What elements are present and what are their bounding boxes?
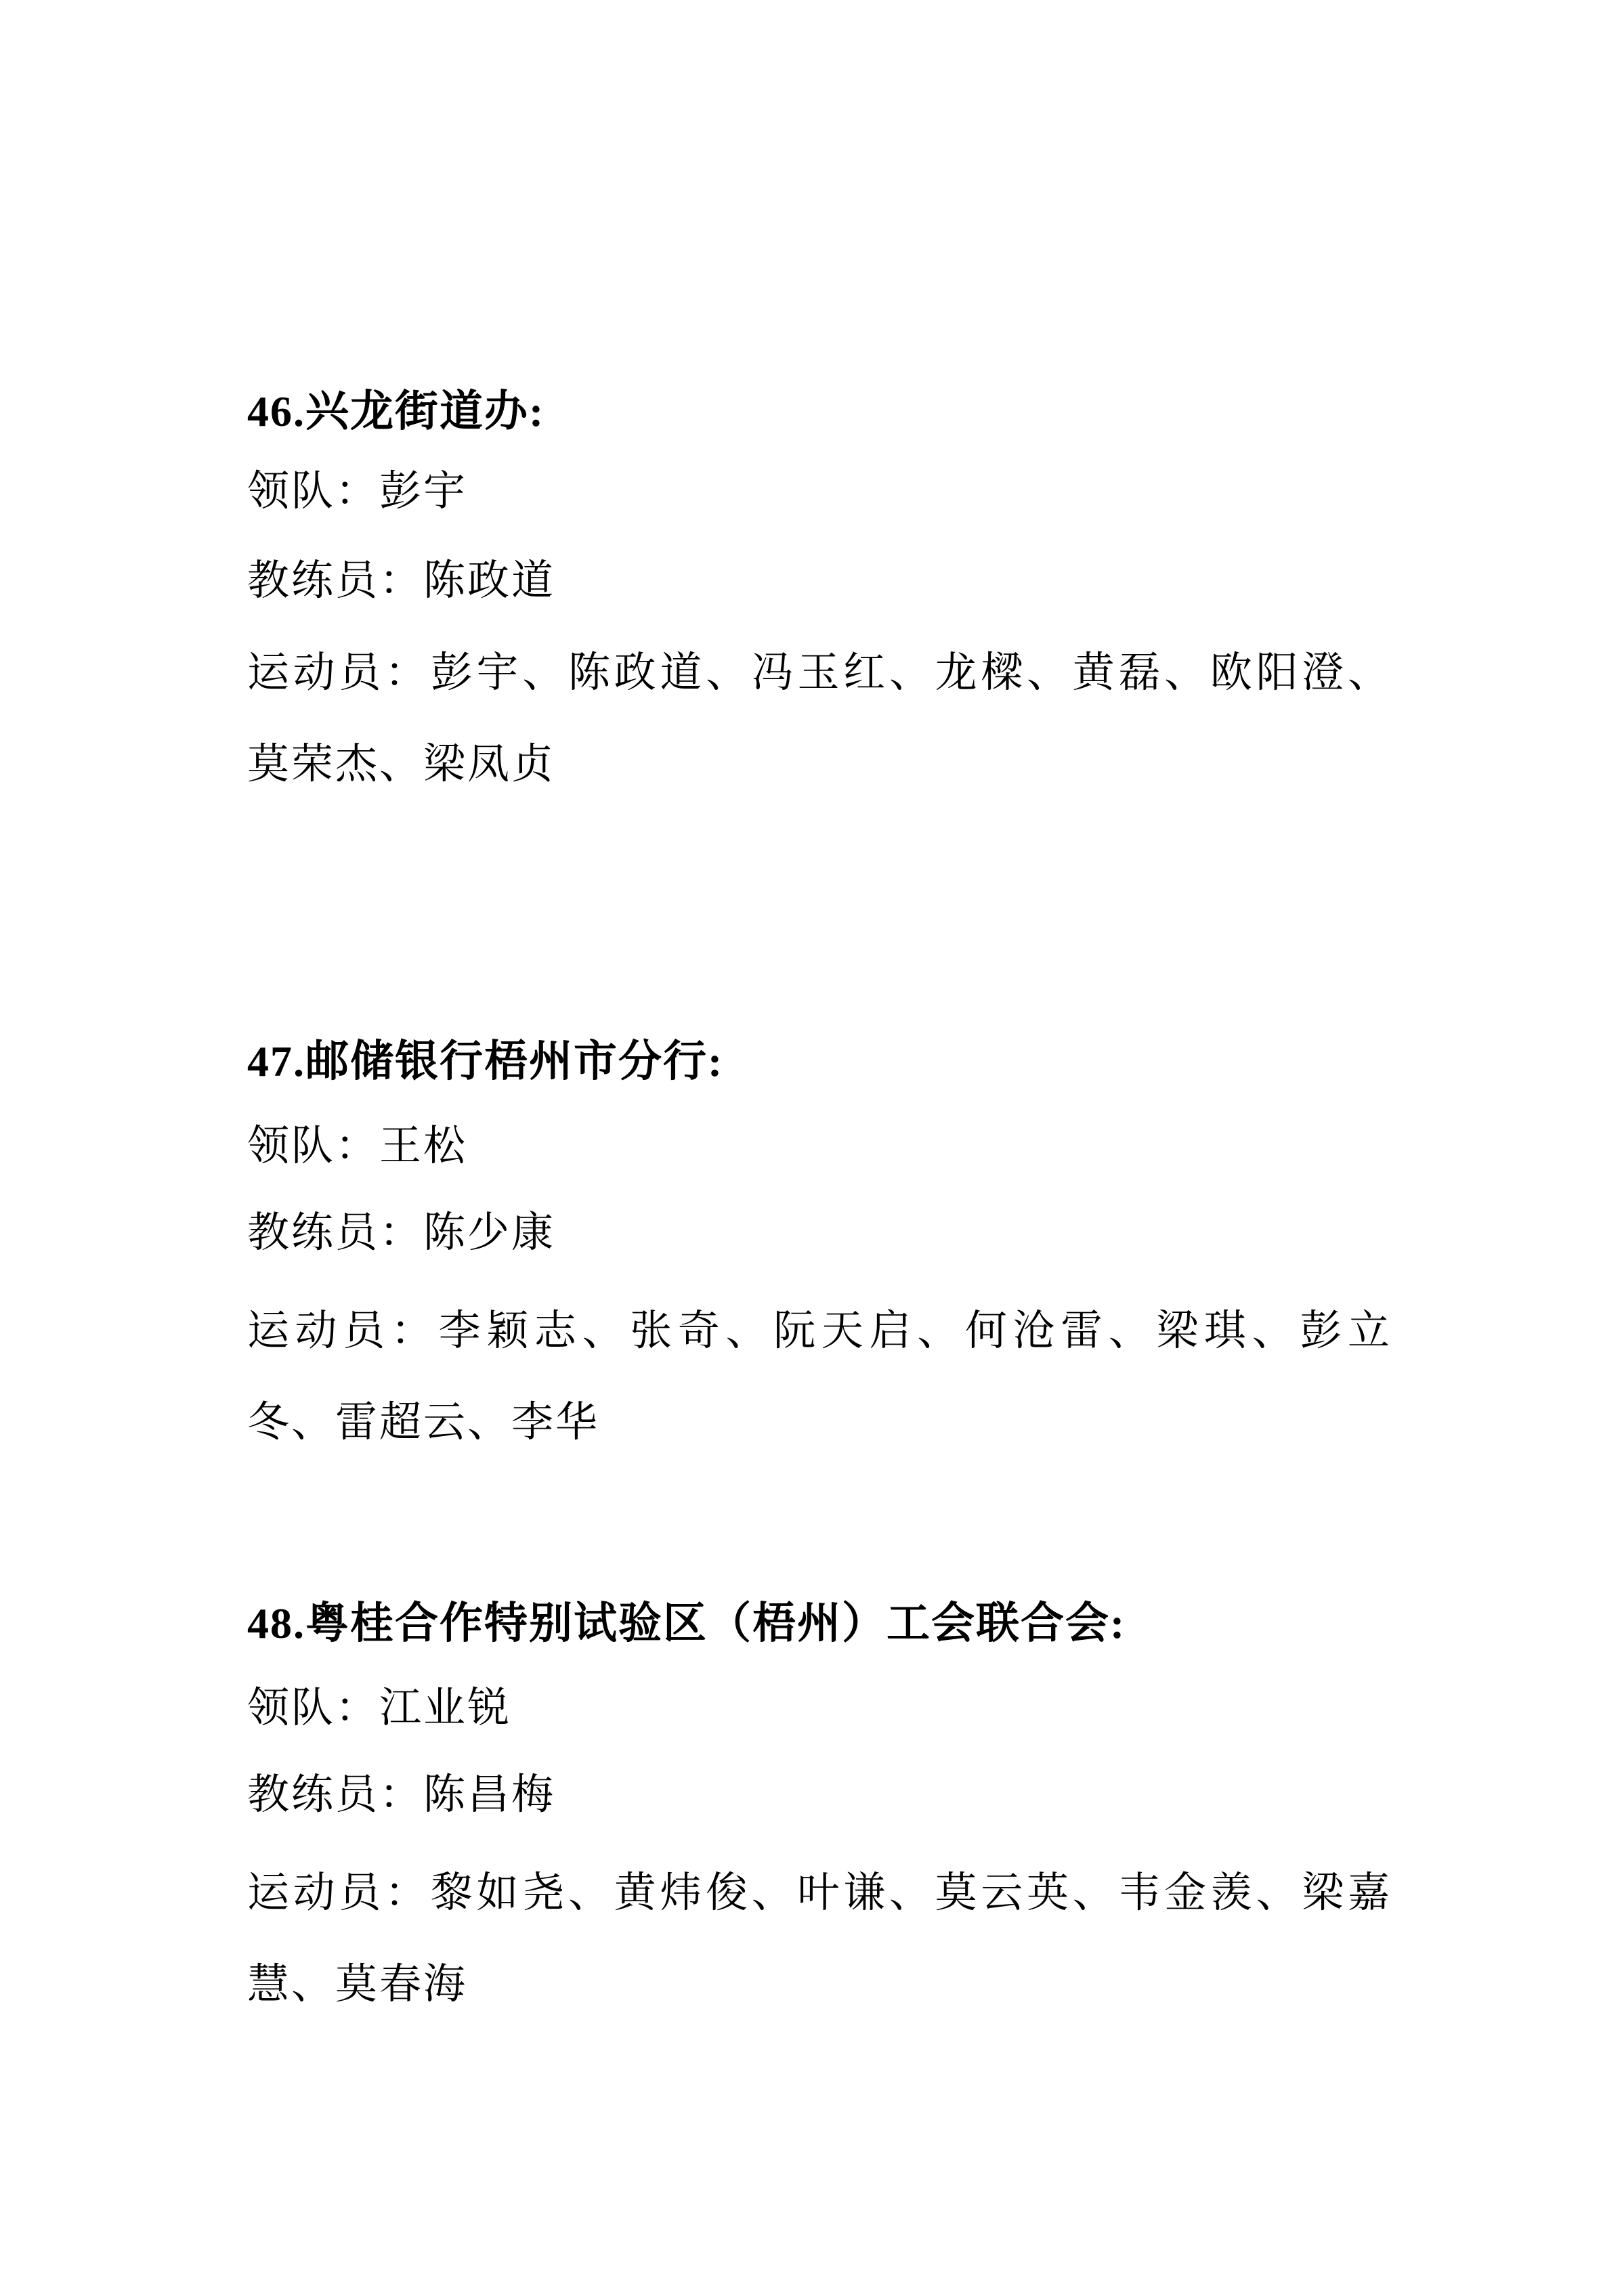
team-47-heading: 47.邮储银行梧州市分行: <box>247 1037 724 1085</box>
coach-name: 陈昌梅 <box>423 1772 556 1818</box>
coach-label: 教练员： <box>247 558 424 604</box>
athletes-names: 彭宇、陈政道、冯玉红、龙樑、黄磊、欧阳澄、莫荣杰、梁凤贞 <box>247 650 1392 787</box>
leader-label: 领队： <box>247 469 380 515</box>
team-48-coach-line <box>247 1750 1392 1841</box>
athletes-label: 运动员： <box>247 1308 439 1354</box>
team-48-heading: 48.粤桂合作特别试验区（梧州）工会联合会: <box>247 1599 1126 1647</box>
leader-name: 王松 <box>379 1123 468 1169</box>
team-48-leader-line <box>247 1663 1392 1754</box>
team-46-athletes-line <box>247 628 1392 810</box>
athletes-names: 李颖志、张奇、阮天启、何沧雷、梁琪、彭立冬、雷超云、李华 <box>247 1308 1392 1446</box>
team-46-leader-line <box>247 446 1392 538</box>
coach-label: 教练员： <box>247 1772 424 1818</box>
team-46-heading: 46.兴龙街道办: <box>247 387 545 435</box>
leader-name: 江业锐 <box>379 1685 512 1731</box>
leader-name: 彭宇 <box>379 469 468 515</box>
athletes-label: 运动员： <box>247 1870 431 1916</box>
team-47-coach-line <box>247 1188 1392 1279</box>
team-48-athletes-line <box>247 1848 1392 2031</box>
coach-label: 教练员： <box>247 1210 424 1256</box>
leader-label: 领队： <box>247 1685 380 1731</box>
team-46-coach-line <box>247 536 1392 627</box>
athletes-names: 黎如尧、黄炜俊、叶谦、莫云英、韦金羡、梁嘉慧、莫春海 <box>247 1870 1392 2008</box>
athletes-label: 运动员： <box>247 650 431 696</box>
coach-name: 陈政道 <box>423 558 556 604</box>
coach-name: 陈少康 <box>423 1210 556 1256</box>
leader-label: 领队： <box>247 1123 380 1169</box>
team-47-athletes-line <box>247 1286 1392 1469</box>
team-47-leader-line <box>247 1101 1392 1192</box>
